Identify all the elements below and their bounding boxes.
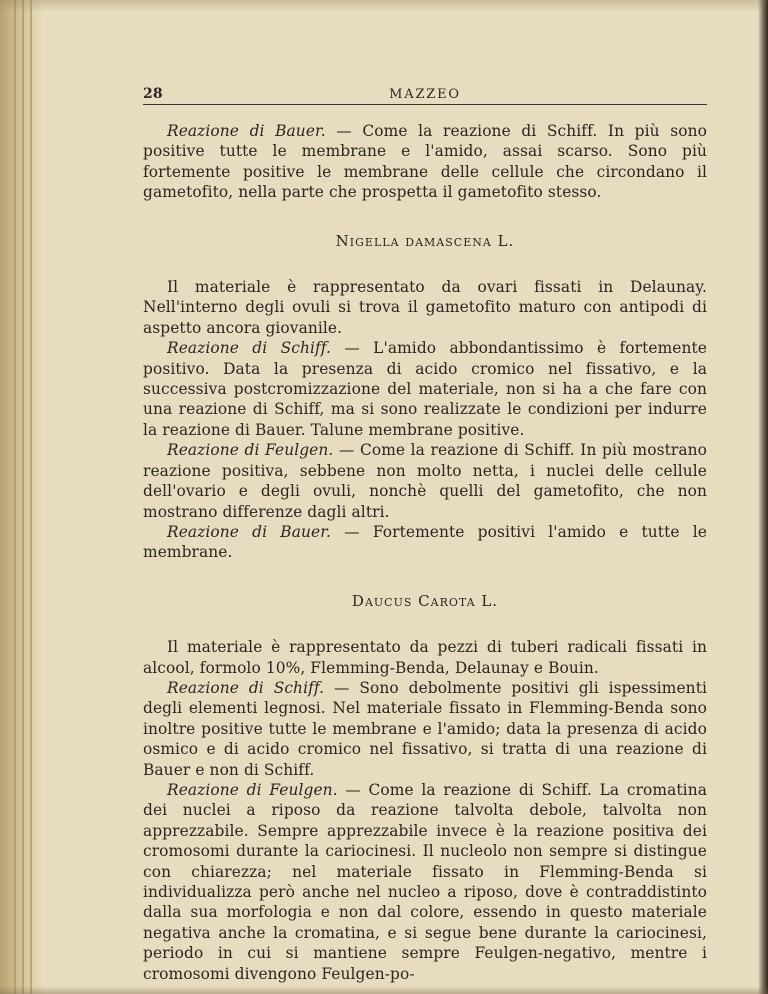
section-title: Nigella damascena L. bbox=[335, 231, 515, 250]
paragraph-lead: Reazione di Feulgen. bbox=[167, 780, 338, 799]
paragraph-text: — L'amido abbondantissimo è fortemente positivo. Data la presenza di acido cromico nel fissativo, e la successiva postcromizzazione del materiale, non si ha a che fare con una reazione di Schiff, ma si sono realizzate le condizioni per indurre la reazione di Bauer. Talune membrane positive. bbox=[143, 339, 708, 439]
document-page bbox=[143, 84, 707, 984]
paragraph bbox=[143, 338, 707, 440]
bottom-shadow bbox=[0, 986, 768, 994]
paragraph-text: — Come la reazione di Schiff. In più mostrano reazione positiva, sebbene non molto netta, i nuclei delle cellule dell'ovario e degli ovuli, nonchè quelli del gametofito, che non mostrano differenze dagli altri. bbox=[143, 441, 707, 521]
paragraph bbox=[143, 121, 707, 203]
paragraph bbox=[143, 522, 707, 563]
paragraph bbox=[143, 780, 707, 984]
paragraph-lead: Reazione di Schiff. bbox=[167, 339, 332, 358]
paragraph bbox=[143, 637, 707, 678]
section-title: Daucus Carota L. bbox=[351, 591, 499, 610]
top-shadow bbox=[0, 0, 768, 12]
paragraph-lead: Reazione di Feulgen. bbox=[167, 441, 334, 460]
paragraph-text: — Sono debolmente positivi gli ispessimenti degli elementi legnosi. Nel materiale fissato in Flemming-Benda sono inoltre positive tutte le membrane e l'amido; data la presenza di acido osmico e di acido cromico nel fissativo, si tratta di una reazione di Bauer e non di Schiff. bbox=[143, 678, 707, 779]
paragraph-text: Il materiale è rappresentato da pezzi di tuberi radicali fissati in alcool, formolo 10%, Flemming-Benda, Delaunay e Bouin. bbox=[143, 638, 707, 677]
page-header bbox=[143, 84, 707, 105]
page-edge-line bbox=[30, 0, 32, 994]
paragraph bbox=[143, 678, 707, 780]
paragraph-text: — Come la reazione di Schiff. La cromatina dei nuclei a riposo da reazione talvolta debole, talvolta non apprezzabile. Sempre apprezzabile invece è la reazione positiva dei cromosomi durante la cariocinesi. Il nucleolo non sempre si distingue con chiarezza; nel materiale fissato in Flemming-Benda si individualizza però anche nel nucleo a riposo, dove è contraddistinto dalla sua morfologia e non dal colore, essendo in questo materiale negativa anche la cromatina, e si segue bene durante la cariocinesi, periodo in cui si mantiene sempre Feulgen-negativo, mentre i cromosomi divengono Feulgen-po- bbox=[143, 780, 707, 983]
paragraph-text: — Fortemente positivi l'amido e tutte le membrane. bbox=[143, 522, 707, 562]
running-head: MAZZEO bbox=[389, 87, 461, 102]
paragraph-lead: Reazione di Bauer. bbox=[167, 122, 326, 140]
paragraph bbox=[143, 440, 707, 522]
page-number: 28 bbox=[143, 86, 163, 102]
paragraph-text: Il materiale è rappresentato da ovari fissati in Delaunay. Nell'interno degli ovuli si trova il gametofito maturo con antipodi di aspetto ancora giovanile. bbox=[143, 278, 707, 337]
page-edge-line bbox=[14, 0, 16, 994]
paragraph-text: — Come la reazione di Schiff. In più sono positive tutte le membrane e l'amido, assai scarso. Sono più fortemente positive le membrane delle cellule che circondano il gametofito, nella parte che prospetta il gametofito stesso. bbox=[143, 122, 707, 202]
right-page-edge bbox=[758, 0, 768, 994]
page-edge-line bbox=[22, 0, 24, 994]
paragraph-lead: Reazione di Schiff. bbox=[167, 678, 325, 697]
paragraph bbox=[143, 277, 707, 338]
paragraph-lead: Reazione di Bauer. bbox=[167, 522, 331, 541]
